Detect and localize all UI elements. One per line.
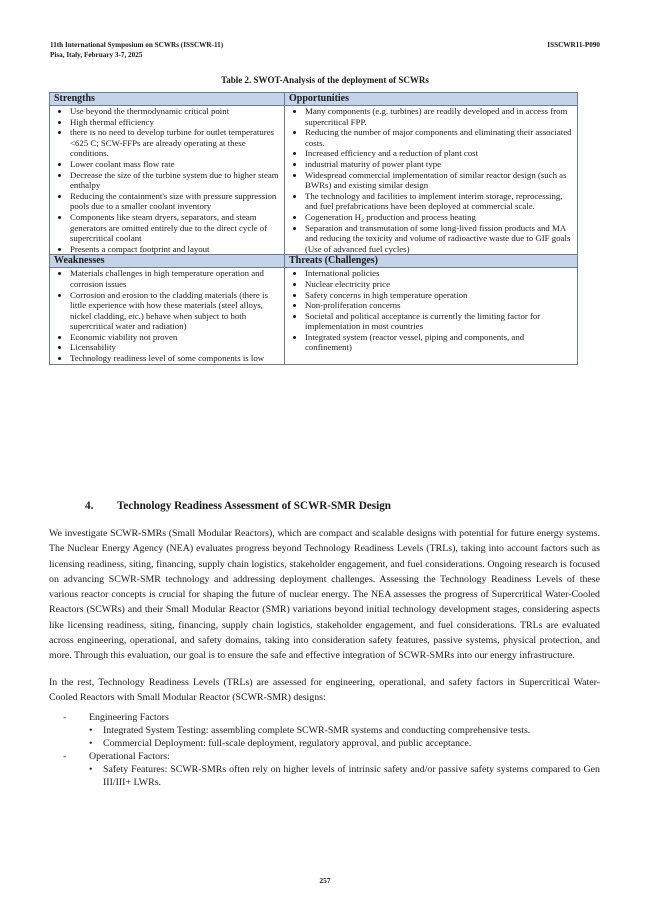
factors-list	[49, 711, 600, 789]
opportunities-item: • The technology and facilities to implement interim storage, reprocessing, and fuel prefabrications have been deployed at commercial scale.	[305, 191, 573, 212]
opportunities-item: • Widespread commercial implementation of similar reactor design (such as BWRs) and existing similar design	[305, 170, 573, 191]
section-title: Technology Readiness Assessment of SCWR-SMR Design	[117, 500, 392, 512]
strengths-item: • Components like steam dryers, separators, and steam generators are omitted entirely due to the direct cycle of supercritical coolant	[70, 212, 280, 244]
opportunities-item: • industrial maturity of power plant type	[305, 159, 573, 170]
section-number: 4.	[85, 500, 94, 512]
weaknesses-list	[56, 268, 280, 363]
section-heading	[49, 500, 600, 512]
strengths-item: • Decrease the size of the turbine system due to higher steam enthalpy	[70, 170, 280, 191]
body-paragraph-2: In the rest, Technology Readiness Levels (TRLs) are assessed for engineering, operational, and safety factors in Supercritical Water-Cooled Reactors with Small Modular Reactor (SCWR-SMR) designs:	[49, 677, 600, 704]
strengths-item: • Use beyond the thermodynamic critical point	[70, 106, 280, 117]
page-header	[50, 40, 600, 60]
threats-item: • International policies	[305, 268, 573, 279]
opportunities-item: • Many components (e.g. turbines) are readily developed and in access from supercritical FPP.	[305, 106, 573, 127]
list-item: • Safety Features: SCWR-SMRs often rely on higher levels of intrinsic safety and/or passive safety systems compared to Gen III/III+ LWRs.	[49, 763, 600, 789]
table-caption: Table 2. SWOT-Analysis of the deployment of SCWRs	[221, 75, 429, 85]
threats-item: • Nuclear electricity price	[305, 279, 573, 290]
strengths-heading: Strengths	[50, 93, 285, 106]
strengths-item: • Presents a compact footprint and layout	[70, 244, 280, 255]
opportunities-item: • Separation and transmutation of some long-lived fission products and MA and reducing the toxicity and volume of radioactive waste due to GIF goals (Use of advanced fuel cycles)	[305, 223, 573, 255]
opportunities-item: • Cogeneration H₂ production and process heating	[305, 212, 573, 223]
threats-cell	[285, 268, 578, 364]
weaknesses-cell	[50, 268, 285, 364]
threats-heading: Threats (Challenges)	[285, 255, 578, 268]
swot-table	[49, 92, 578, 365]
weaknesses-item: • Materials challenges in high temperature operation and corrosion issues	[70, 268, 280, 289]
strengths-cell	[50, 106, 285, 255]
conference-name: 11th International Symposium on SCWRs (ISSCWR-11)	[50, 41, 224, 49]
opportunities-list	[291, 106, 573, 254]
weaknesses-item: • Licensability	[70, 342, 280, 353]
page-number: 257	[319, 876, 331, 885]
weaknesses-heading: Weaknesses	[50, 255, 285, 268]
strengths-list	[56, 106, 280, 254]
conference-location: Pisa, Italy, February 3-7, 2025	[50, 51, 143, 59]
threats-list	[291, 268, 573, 353]
opportunities-heading: Opportunities	[285, 93, 578, 106]
engineering-factors-label: - Engineering Factors	[49, 711, 600, 724]
threats-item: • Safety concerns in high temperature operation	[305, 290, 573, 301]
weaknesses-item: • Technology readiness level of some components is low	[70, 353, 280, 364]
weaknesses-item: • Corrosion and erosion to the cladding materials (there is little experience with how these materials (steel alloys, nickel cladding, etc.) behave when subject to both supercritical water and radiation)	[70, 290, 280, 332]
weaknesses-item: • Economic viability not proven	[70, 332, 280, 343]
threats-item: • Non-proliferation concerns	[305, 300, 573, 311]
body-paragraph-1: We investigate SCWR-SMRs (Small Modular Reactors), which are compact and scalable designs with potential for future energy systems. The Nuclear Energy Agency (NEA) evaluates progress beyond Technology Readiness Levels (TRLs), taking into account factors such as licensing readiness, siting, financing, supply chain logistics, stakeholder engagement, and fuel considerations. Ongoing research is focused on advancing SCWR-SMR technology and addressing deployment challenges. Assessing the Technology Readiness Levels of these various reactor concepts is crucial for shaping the future of nuclear energy. The NEA assesses the progress of Supercritical Water-Cooled Reactors (SCWRs) and their Small Modular Reactor (SMR) variations beyond initial technology development stages, considering aspects like licensing readiness, siting, financing, supply chain logistics, stakeholder engagement, and fuel considerations. TRLs are evaluated across engineering, operational, and safety domains, taking into consideration safety features, passive systems, physical protection, and more. Through this evaluation, our goal is to ensure the safe and effective integration of SCWR-SMRs into our energy infrastructure.	[49, 528, 600, 662]
strengths-item: • Lower coolant mass flow rate	[70, 159, 280, 170]
opportunities-cell	[285, 106, 578, 255]
list-item: • Commercial Deployment: full-scale deployment, regulatory approval, and public acceptance.	[49, 737, 600, 750]
threats-item: • Societal and political acceptance is currently the limiting factor for implementation in most countries	[305, 311, 573, 332]
strengths-item: • High thermal efficiency	[70, 117, 280, 128]
opportunities-item: • Increased efficiency and a reduction of plant cost	[305, 148, 573, 159]
strengths-item: • Reducing the containment's size with pressure suppression pools due to a smaller coolant inventory	[70, 191, 280, 212]
opportunities-item: • Reducing the number of major components and eliminating their associated costs.	[305, 127, 573, 148]
paper-id: ISSCWR11-P090	[547, 41, 600, 49]
strengths-item: • there is no need to develop turbine for outlet temperatures <625 C; SCW-FFPs are already operating at these conditions.	[70, 127, 280, 159]
operational-factors-label: - Operational Factors:	[49, 750, 600, 763]
threats-item: • Integrated system (reactor vessel, piping and components, and confinement)	[305, 332, 573, 353]
list-item: • Integrated System Testing: assembling complete SCWR-SMR systems and conducting comprehensive tests.	[49, 724, 600, 737]
